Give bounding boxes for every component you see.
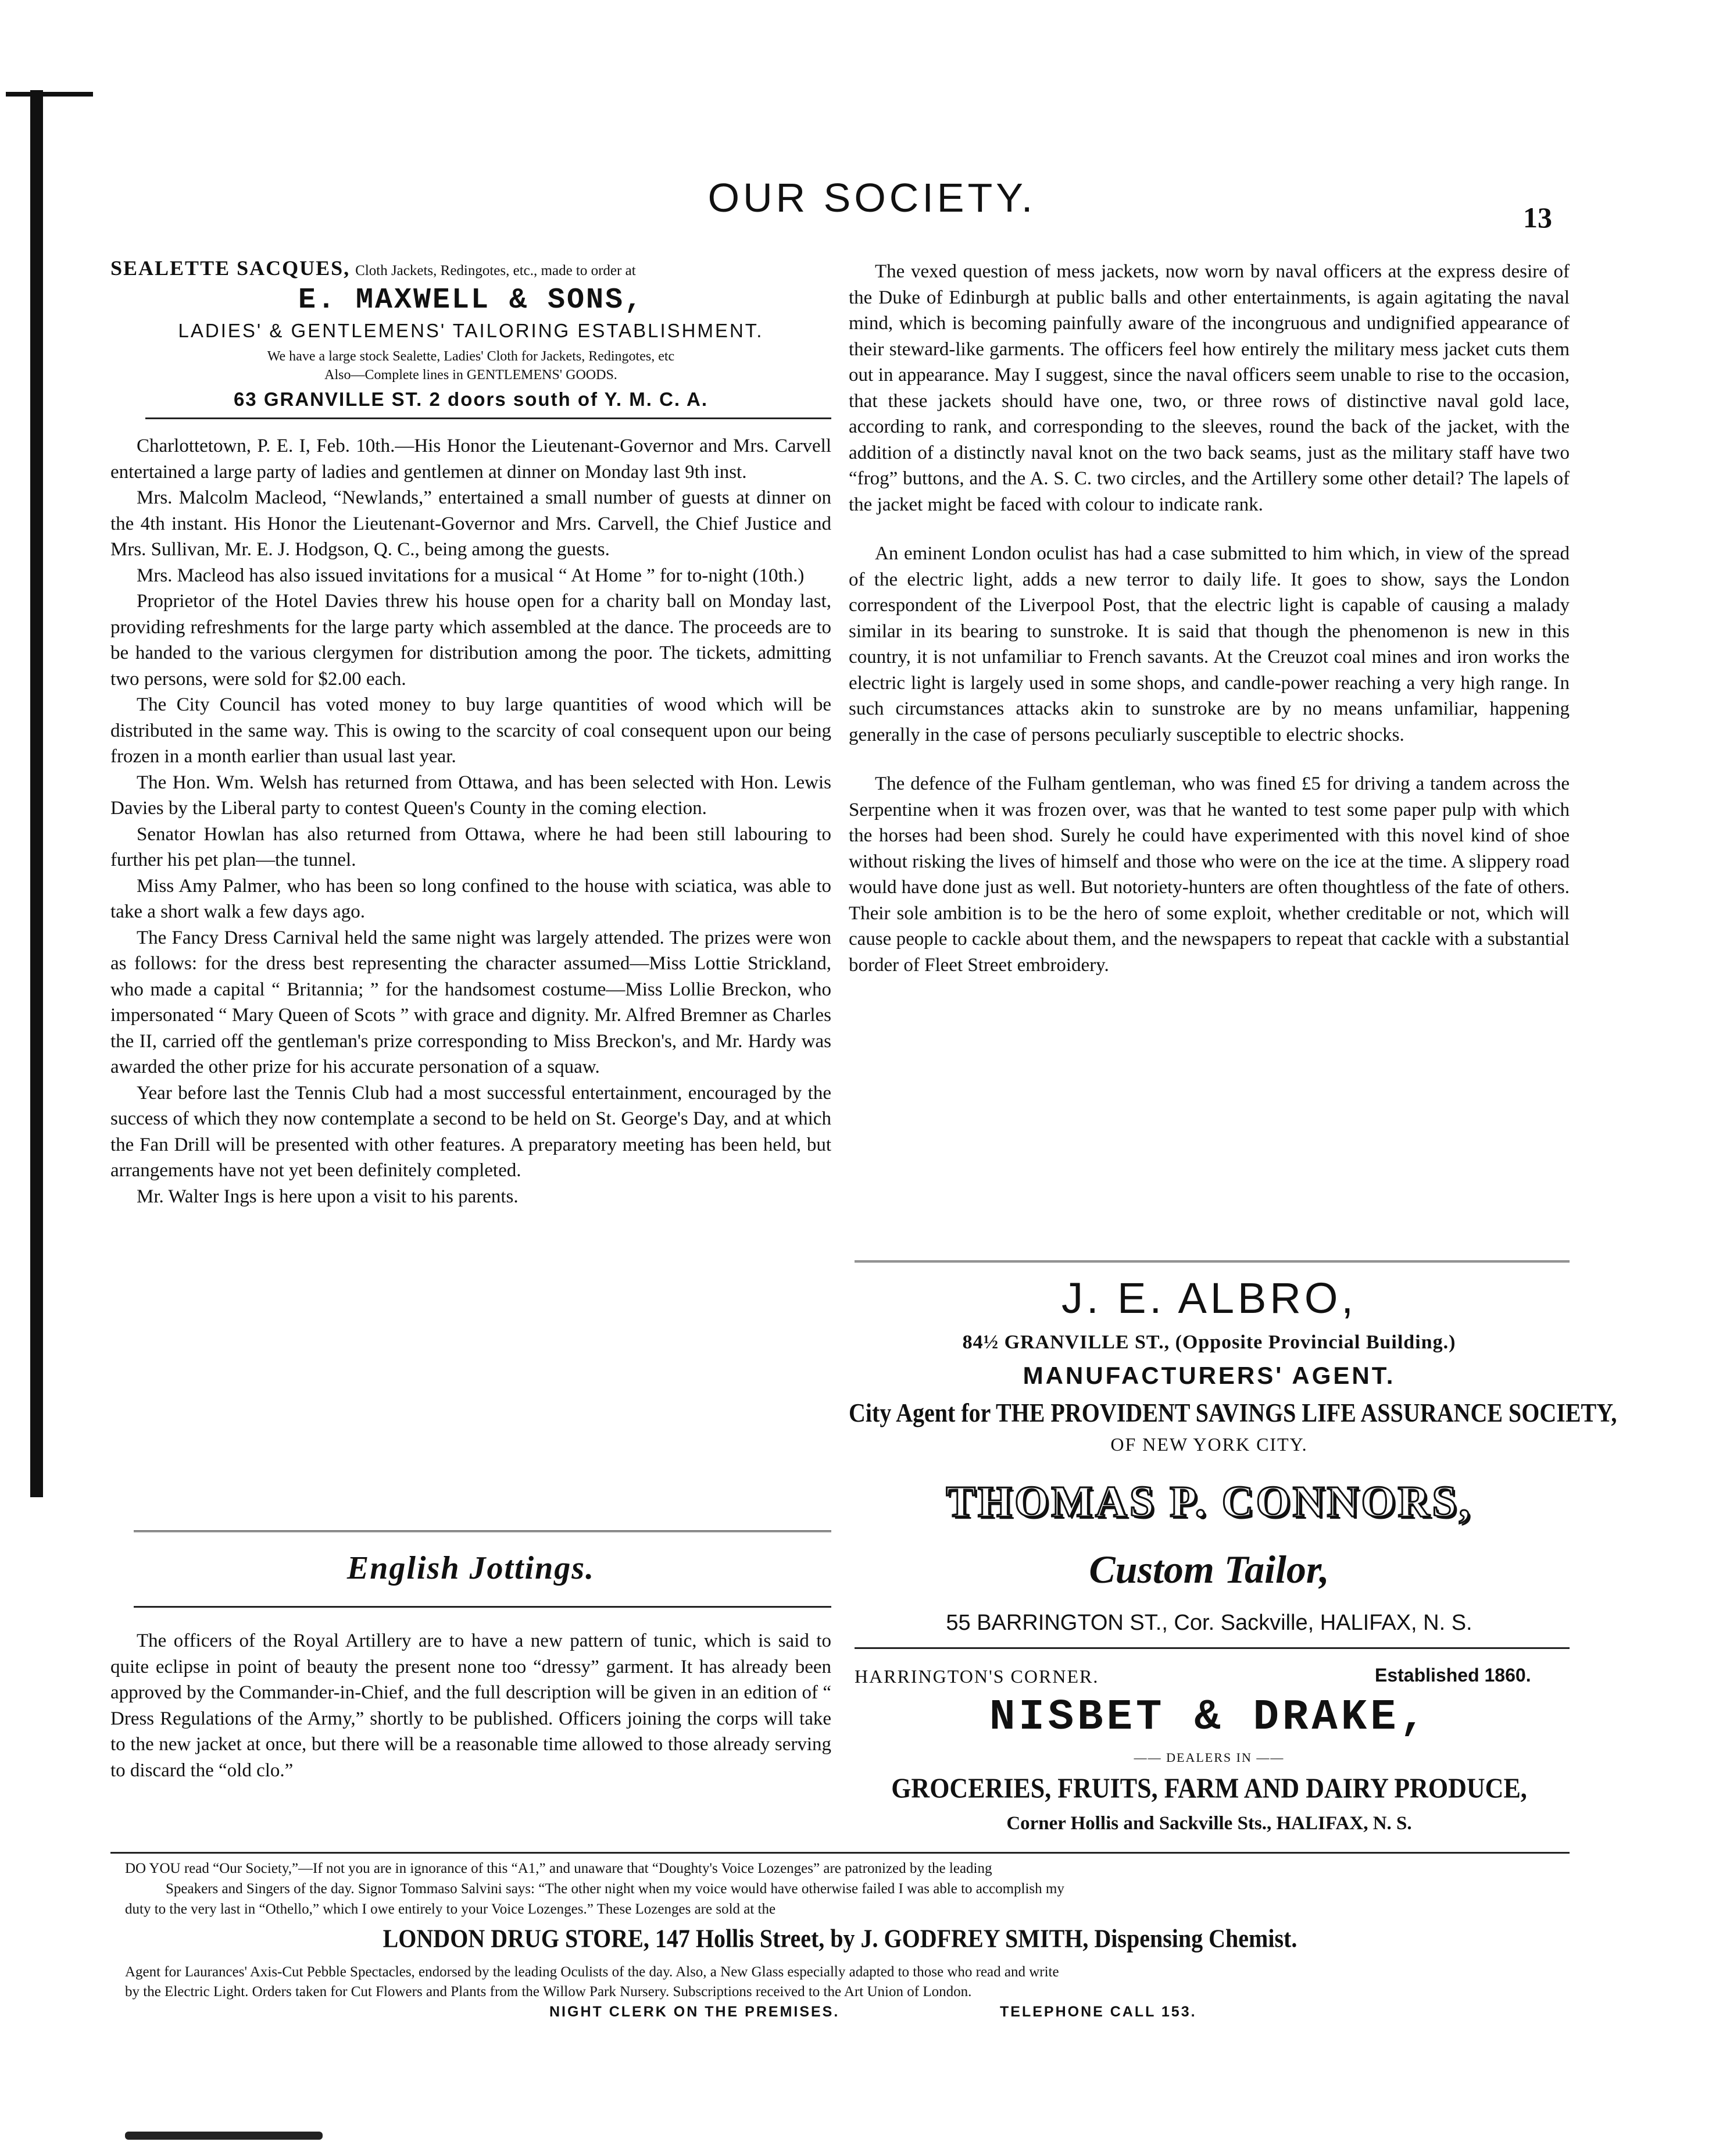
maxwell-headline-rest: Cloth Jackets, Redingotes, etc., made to order at <box>355 263 636 279</box>
maxwell-headline: SEALETTE SACQUES, <box>110 256 351 280</box>
drug-line-1: DO YOU read “Our Society,”—If not you are in ignorance of this “A1,” and unaware that “Doughty's Voice Lozenges” are patronized by the leading <box>125 1861 992 1876</box>
drug-line-3: duty to the very last in “Othello,” which I owe entirely to your Voice Lozenges.” These Lozenges are sold at the <box>125 1901 776 1917</box>
albro-address: 84½ GRANVILLE ST., (Opposite Provincial Building.) <box>962 1332 1456 1353</box>
scan-smudge <box>125 2132 323 2140</box>
page-number: 13 <box>1523 201 1552 234</box>
page-title: OUR SOCIETY. <box>707 175 1036 220</box>
news-paragraph: Mrs. Macleod has also issued invitations for a musical “ At Home ” for to-night (10th.) <box>137 565 805 586</box>
english-jottings-column <box>110 1628 831 1783</box>
divider <box>855 1647 1570 1649</box>
maxwell-address: 63 GRANVILLE ST. 2 doors south of Y. M. C. A. <box>233 388 709 410</box>
connors-address: 55 BARRINGTON ST., Cor. Sackville, HALIFAX, N. S. <box>946 1611 1472 1635</box>
albro-name: J. E. ALBRO, <box>1061 1274 1357 1322</box>
nisbet-address: Corner Hollis and Sackville Sts., HALIFAX, N. S. <box>1006 1813 1412 1834</box>
margin-tick <box>6 92 93 97</box>
nisbet-dealers: —— DEALERS IN —— <box>1134 1750 1285 1765</box>
maxwell-goods-line: Also—Complete lines in GENTLEMENS' GOODS. <box>324 367 617 383</box>
divider <box>134 1606 831 1608</box>
news-paragraph: The City Council has voted money to buy large quantities of wood which will be distributed in the same way. This is owing to the scarcity of coal consequent upon our being frozen in a month earlier than usual last year. <box>110 694 831 767</box>
albro-city: OF NEW YORK CITY. <box>1110 1434 1308 1455</box>
divider <box>855 1261 1570 1266</box>
nisbet-corner: HARRINGTON'S CORNER. <box>855 1666 1099 1687</box>
news-paragraph: The Hon. Wm. Welsh has returned from Ottawa, and has been selected with Hon. Lewis Davies by the Liberal party to contest Queen's County in the coming election. <box>110 772 831 819</box>
news-paragraph: Mr. Walter Ings is here upon a visit to his parents. <box>137 1186 519 1207</box>
article-paragraph: The vexed question of mess jackets, now worn by naval officers at the express desire of the Duke of Edinburgh at public balls and other entertainments, is again agitating the naval mind, which is becoming painfully aware of the incongruous and undignified appearance of their steward-like garments. The officers feel how entirely the military mess jacket cuts them out in appearance. May I suggest, since the naval officers seem unable to rise to the occasion, that these jackets should have one, two, or three rows of distinctive naval gold lace, according to rank, and corresponding to the sleeves, round the back of the jacket, with the addition of a distinctly naval knot on the two back seams, just as the military staff have two “frog” buttons, and the A. S. C. two circles, and the Artillery some other detail? The lapels of the jacket might be faced with colour to indicate rank. <box>849 261 1570 515</box>
connors-trade: Custom Tailor, <box>1089 1547 1329 1591</box>
article-paragraph: The defence of the Fulham gentleman, who was fined £5 for driving a tandem across the Serpentine when it was frozen over, was that he wanted to test some paper pulp with which the horses had been shod. Surely he could have experimented with this novel kind of shoe without risking the lives of himself and those who were on the ice at the time. A slippery road would have done just as well. But notoriety-hunters are often thoughtless of the fate of others. Their sole ambition is to be the hero of some exploit, whether creditable or not, which will cause people to cackle about them, and the newspapers to repeat that cackle with a substantial border of Fleet Street embroidery. <box>849 773 1570 976</box>
maxwell-stock-line: We have a large stock Sealette, Ladies' Cloth for Jackets, Redingotes, etc <box>267 349 675 364</box>
news-paragraph: Charlottetown, P. E. I, Feb. 10th.—His Honor the Lieutenant-Governor and Mrs. Carvell entertained a large party of ladies and gentlemen at dinner on Monday last 9th inst. <box>110 436 831 483</box>
divider <box>134 1530 831 1536</box>
english-jottings-heading: English Jottings. <box>346 1550 595 1586</box>
drug-line-6: by the Electric Light. Orders taken for Cut Flowers and Plants from the Willow Park Nursery. Subscriptions received to the Art Union of London. <box>125 1984 972 2000</box>
nisbet-goods: GROCERIES, FRUITS, FARM AND DAIRY PRODUCE, <box>891 1772 1527 1804</box>
telephone: TELEPHONE CALL 153. <box>1000 2004 1197 2020</box>
society-news-column <box>110 433 831 1209</box>
drug-line-5: Agent for Laurances' Axis-Cut Pebble Spectacles, endorsed by the leading Oculists of the day. Also, a New Glass especially adapted to those who read and write <box>125 1964 1059 1980</box>
nisbet-name: NISBET & DRAKE, <box>989 1693 1429 1742</box>
binding-bar <box>30 90 43 1497</box>
news-paragraph: Mrs. Malcolm Macleod, “Newlands,” entertained a small number of guests at dinner on the 4th instant. His Honor the Lieutenant-Governor and Mrs. Carvell, the Chief Justice and Mrs. Sullivan, Mr. E. J. Hodgson, Q. C., being among the guests. <box>110 487 831 560</box>
news-paragraph: Year before last the Tennis Club had a most successful entertainment, encouraged by the success of which they now contemplate a second to be held on St. George's Day, and at which the Fan Drill will be presented with other features. A preparatory meeting has been held, but arrangements have not yet been definitely completed. <box>110 1082 831 1181</box>
articles-column <box>849 259 1570 978</box>
maxwell-name: E. MAXWELL & SONS, <box>298 284 644 317</box>
maxwell-subtitle: LADIES' & GENTLEMENS' TAILORING ESTABLISHMENT. <box>178 320 764 341</box>
nisbet-established: Established 1860. <box>1375 1665 1531 1686</box>
albro-agent-line: City Agent for THE PROVIDENT SAVINGS LIFE ASSURANCE SOCIETY, <box>849 1397 1617 1428</box>
news-paragraph: Senator Howlan has also returned from Ottawa, where he had been still labouring to further his pet plan—the tunnel. <box>110 823 831 870</box>
jottings-paragraph: The officers of the Royal Artillery are to have a new pattern of tunic, which is said to quite eclipse in point of beauty the present none too “dressy” garment. It has already been approved by the Commander-in-Chief, and the full description will be given in an edition of “ Dress Regulations of the Army,” shortly to be published. Officers joining the corps will take to the new jacket at once, but there will be a reasonable time allowed to those already serving to discard the “old clo.” <box>110 1630 831 1781</box>
divider <box>145 417 831 419</box>
connors-name: THOMAS P. CONNORS, <box>946 1477 1472 1526</box>
albro-role: MANUFACTURERS' AGENT. <box>1023 1362 1396 1389</box>
drug-line-2: Speakers and Singers of the day. Signor Tommaso Salvini says: “The other night when my voice would have otherwise failed I was able to accomplish my <box>166 1881 1064 1897</box>
full-width-rule <box>110 1852 1570 1854</box>
drug-store-name: LONDON DRUG STORE, 147 Hollis Street, by J. GODFREY SMITH, Dispensing Chemist. <box>383 1923 1298 1953</box>
news-paragraph: Miss Amy Palmer, who has been so long confined to the house with sciatica, was able to take a short walk a few days ago. <box>110 875 831 922</box>
article-paragraph: An eminent London oculist has had a case submitted to him which, in view of the spread of the electric light, adds a new terror to daily life. It goes to show, says the London correspondent of the Liverpool Post, that the electric light is capable of causing a malady similar in its bearing to sunstroke. It is said that though the phenomenon is new in this country, it is not unfamiliar to French savants. At the Creuzot coal mines and iron works the electric light is largely used in some shops, and candle-power reaching a very high range. In such circumstances attacks akin to sunstroke are by no means unfamiliar, happening generally in the case of persons peculiarly susceptible to electric shocks. <box>849 543 1570 745</box>
news-paragraph: The Fancy Dress Carnival held the same night was largely attended. The prizes were won as follows: for the dress best representing the character assumed—Miss Lottie Strickland, who made a capital “ Britannia; ” for the handsomest costume—Miss Lollie Breckon, who impersonated “ Mary Queen of Scots ” with grace and dignity. Mr. Alfred Bremner as Charles the II, carried off the gentleman's prize corresponding to Miss Breckon's, and Mr. Hardy was awarded the other prize for his accurate personation of a squaw. <box>110 927 831 1077</box>
night-clerk: NIGHT CLERK ON THE PREMISES. <box>549 2004 840 2020</box>
news-paragraph: Proprietor of the Hotel Davies threw his house open for a charity ball on Monday last, providing refreshments for the large party which assembled at the dance. The proceeds are to be handed to the various clergymen for distribution among the poor. The tickets, admitting two persons, were sold for $2.00 each. <box>110 591 831 690</box>
